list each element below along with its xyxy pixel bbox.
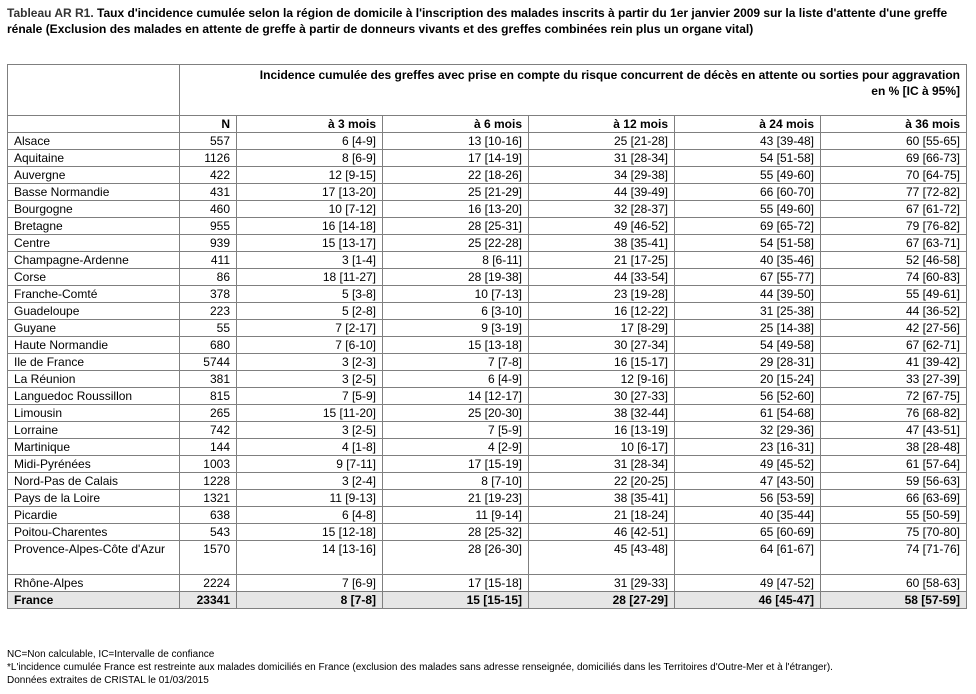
- value-cell-n: 1570: [180, 541, 237, 575]
- value-cell-m6: 7 [5-9]: [383, 422, 529, 439]
- value-cell-m12: 25 [21-28]: [529, 133, 675, 150]
- value-cell-m24: 67 [55-77]: [675, 269, 821, 286]
- value-cell-m3: 4 [1-8]: [237, 439, 383, 456]
- value-cell-m36: 47 [43-51]: [821, 422, 967, 439]
- value-cell-n: 144: [180, 439, 237, 456]
- value-cell-n: 1126: [180, 150, 237, 167]
- value-cell-n: 460: [180, 201, 237, 218]
- column-header-row: [8, 116, 967, 133]
- value-cell-m24: 29 [28-31]: [675, 354, 821, 371]
- value-cell-m24: 64 [61-67]: [675, 541, 821, 575]
- table-row: [8, 388, 967, 405]
- value-cell-m6: 15 [15-15]: [383, 592, 529, 609]
- value-cell-m12: 38 [35-41]: [529, 235, 675, 252]
- value-cell-m24: 40 [35-44]: [675, 507, 821, 524]
- value-cell-m3: 5 [2-8]: [237, 303, 383, 320]
- value-cell-m24: 54 [51-58]: [675, 235, 821, 252]
- region-cell: Auvergne: [8, 167, 180, 184]
- column-header-region: [8, 116, 180, 133]
- table-row: [8, 456, 967, 473]
- value-cell-n: 378: [180, 286, 237, 303]
- table-row: [8, 320, 967, 337]
- value-cell-n: 86: [180, 269, 237, 286]
- table-row: [8, 507, 967, 524]
- value-cell-m3: 7 [2-17]: [237, 320, 383, 337]
- region-cell: Guadeloupe: [8, 303, 180, 320]
- value-cell-m24: 47 [43-50]: [675, 473, 821, 490]
- value-cell-m6: 7 [7-8]: [383, 354, 529, 371]
- value-cell-m12: 10 [6-17]: [529, 439, 675, 456]
- value-cell-m3: 7 [6-10]: [237, 337, 383, 354]
- value-cell-m12: 16 [12-22]: [529, 303, 675, 320]
- value-cell-m24: 49 [47-52]: [675, 575, 821, 592]
- value-cell-m3: 10 [7-12]: [237, 201, 383, 218]
- value-cell-m6: 28 [19-38]: [383, 269, 529, 286]
- table-row: [8, 541, 967, 575]
- value-cell-n: 955: [180, 218, 237, 235]
- value-cell-m12: 38 [35-41]: [529, 490, 675, 507]
- footnote: *L'incidence cumulée France est restreinte aux malades domiciliés en France (exclusion des malades sans adresse renseignée, domiciliés dans les Territoires d'Outre-Mer et à l'étranger).: [7, 662, 833, 673]
- value-cell-m24: 56 [53-59]: [675, 490, 821, 507]
- value-cell-m3: 3 [1-4]: [237, 252, 383, 269]
- region-cell: Aquitaine: [8, 150, 180, 167]
- value-cell-m24: 61 [54-68]: [675, 405, 821, 422]
- value-cell-m24: 56 [52-60]: [675, 388, 821, 405]
- region-cell: Champagne-Ardenne: [8, 252, 180, 269]
- value-cell-n: 1228: [180, 473, 237, 490]
- region-cell: Bretagne: [8, 218, 180, 235]
- value-cell-m6: 8 [7-10]: [383, 473, 529, 490]
- value-cell-n: 422: [180, 167, 237, 184]
- region-cell: Basse Normandie: [8, 184, 180, 201]
- table-row: [8, 490, 967, 507]
- footnotes: [7, 648, 967, 687]
- value-cell-m36: 61 [57-64]: [821, 456, 967, 473]
- value-cell-m36: 76 [68-82]: [821, 405, 967, 422]
- region-cell: Centre: [8, 235, 180, 252]
- value-cell-m6: 11 [9-14]: [383, 507, 529, 524]
- table-row: [8, 150, 967, 167]
- value-cell-m6: 15 [13-18]: [383, 337, 529, 354]
- value-cell-m36: 42 [27-56]: [821, 320, 967, 337]
- value-cell-n: 5744: [180, 354, 237, 371]
- value-cell-m36: 69 [66-73]: [821, 150, 967, 167]
- table-row: [8, 218, 967, 235]
- table-row: [8, 337, 967, 354]
- value-cell-n: 543: [180, 524, 237, 541]
- value-cell-m3: 9 [7-11]: [237, 456, 383, 473]
- footnote: Données extraites de CRISTAL le 01/03/2015: [7, 675, 209, 686]
- value-cell-m12: 49 [46-52]: [529, 218, 675, 235]
- total-row: [8, 592, 967, 609]
- value-cell-m6: 21 [19-23]: [383, 490, 529, 507]
- value-cell-m6: 25 [21-29]: [383, 184, 529, 201]
- region-cell: Lorraine: [8, 422, 180, 439]
- value-cell-m36: 55 [50-59]: [821, 507, 967, 524]
- column-header: à 3 mois: [237, 116, 383, 133]
- value-cell-n: 557: [180, 133, 237, 150]
- value-cell-m36: 33 [27-39]: [821, 371, 967, 388]
- value-cell-m36: 60 [58-63]: [821, 575, 967, 592]
- value-cell-m24: 32 [29-36]: [675, 422, 821, 439]
- value-cell-m36: 55 [49-61]: [821, 286, 967, 303]
- value-cell-m36: 52 [46-58]: [821, 252, 967, 269]
- value-cell-m24: 66 [60-70]: [675, 184, 821, 201]
- table-row: [8, 184, 967, 201]
- value-cell-m3: 3 [2-5]: [237, 371, 383, 388]
- value-cell-m6: 9 [3-19]: [383, 320, 529, 337]
- value-cell-m3: 15 [12-18]: [237, 524, 383, 541]
- group-header-line1: Incidence cumulée des greffes avec prise en compte du risque concurrent de décès en attente ou sorties pour aggravation: [259, 68, 960, 82]
- value-cell-m6: 17 [14-19]: [383, 150, 529, 167]
- value-cell-m24: 65 [60-69]: [675, 524, 821, 541]
- value-cell-m6: 14 [12-17]: [383, 388, 529, 405]
- value-cell-m12: 21 [18-24]: [529, 507, 675, 524]
- table-row: [8, 439, 967, 456]
- value-cell-n: 638: [180, 507, 237, 524]
- value-cell-m12: 30 [27-34]: [529, 337, 675, 354]
- value-cell-m12: 12 [9-16]: [529, 371, 675, 388]
- value-cell-m6: 13 [10-16]: [383, 133, 529, 150]
- incidence-table: [7, 64, 967, 609]
- table-row: [8, 422, 967, 439]
- group-header-line2: en % [IC à 95%]: [871, 84, 960, 98]
- value-cell-m3: 5 [3-8]: [237, 286, 383, 303]
- region-cell: Nord-Pas de Calais: [8, 473, 180, 490]
- region-cell: Limousin: [8, 405, 180, 422]
- value-cell-m6: 25 [22-28]: [383, 235, 529, 252]
- table-row: [8, 269, 967, 286]
- value-cell-m24: 46 [45-47]: [675, 592, 821, 609]
- value-cell-m36: 70 [64-75]: [821, 167, 967, 184]
- group-header-row: [8, 65, 967, 116]
- value-cell-m12: 17 [8-29]: [529, 320, 675, 337]
- value-cell-m6: 28 [25-32]: [383, 524, 529, 541]
- corner-cell: [8, 65, 180, 116]
- region-cell: Midi-Pyrénées: [8, 456, 180, 473]
- value-cell-n: 381: [180, 371, 237, 388]
- value-cell-m3: 6 [4-8]: [237, 507, 383, 524]
- value-cell-m24: 23 [16-31]: [675, 439, 821, 456]
- value-cell-m6: 17 [15-18]: [383, 575, 529, 592]
- value-cell-m6: 10 [7-13]: [383, 286, 529, 303]
- region-cell: Provence-Alpes-Côte d'Azur: [8, 541, 180, 575]
- value-cell-n: 223: [180, 303, 237, 320]
- value-cell-n: 742: [180, 422, 237, 439]
- value-cell-m6: 28 [25-31]: [383, 218, 529, 235]
- value-cell-m36: 75 [70-80]: [821, 524, 967, 541]
- value-cell-m3: 8 [6-9]: [237, 150, 383, 167]
- region-cell: Haute Normandie: [8, 337, 180, 354]
- value-cell-m3: 16 [14-18]: [237, 218, 383, 235]
- value-cell-n: 23341: [180, 592, 237, 609]
- region-cell: Picardie: [8, 507, 180, 524]
- value-cell-m36: 41 [39-42]: [821, 354, 967, 371]
- value-cell-n: 431: [180, 184, 237, 201]
- value-cell-m36: 67 [61-72]: [821, 201, 967, 218]
- region-cell: Martinique: [8, 439, 180, 456]
- value-cell-m36: 79 [76-82]: [821, 218, 967, 235]
- value-cell-m6: 25 [20-30]: [383, 405, 529, 422]
- value-cell-m3: 11 [9-13]: [237, 490, 383, 507]
- region-cell: Alsace: [8, 133, 180, 150]
- region-cell: Languedoc Roussillon: [8, 388, 180, 405]
- value-cell-n: 411: [180, 252, 237, 269]
- group-header: [180, 65, 967, 116]
- caption-lead: Tableau AR R1.: [7, 6, 94, 20]
- region-cell: Rhône-Alpes: [8, 575, 180, 592]
- value-cell-m3: 14 [13-16]: [237, 541, 383, 575]
- region-cell: Pays de la Loire: [8, 490, 180, 507]
- value-cell-m3: 7 [6-9]: [237, 575, 383, 592]
- table-row: [8, 133, 967, 150]
- value-cell-m3: 17 [13-20]: [237, 184, 383, 201]
- value-cell-n: 2224: [180, 575, 237, 592]
- table-row: [8, 371, 967, 388]
- table-row: [8, 405, 967, 422]
- region-cell: Poitou-Charentes: [8, 524, 180, 541]
- value-cell-m12: 16 [15-17]: [529, 354, 675, 371]
- value-cell-m6: 4 [2-9]: [383, 439, 529, 456]
- table-row: [8, 473, 967, 490]
- value-cell-m3: 3 [2-5]: [237, 422, 383, 439]
- value-cell-m6: 6 [3-10]: [383, 303, 529, 320]
- region-cell: Franche-Comté: [8, 286, 180, 303]
- value-cell-m36: 58 [57-59]: [821, 592, 967, 609]
- table-caption: [7, 5, 967, 37]
- value-cell-m3: 15 [13-17]: [237, 235, 383, 252]
- value-cell-m24: 43 [39-48]: [675, 133, 821, 150]
- value-cell-m6: 17 [15-19]: [383, 456, 529, 473]
- column-header: à 24 mois: [675, 116, 821, 133]
- table-row: [8, 286, 967, 303]
- footnote: NC=Non calculable, IC=Intervalle de confiance: [7, 649, 215, 660]
- value-cell-m36: 60 [55-65]: [821, 133, 967, 150]
- value-cell-m36: 72 [67-75]: [821, 388, 967, 405]
- value-cell-m6: 22 [18-26]: [383, 167, 529, 184]
- region-cell: La Réunion: [8, 371, 180, 388]
- value-cell-m36: 74 [71-76]: [821, 541, 967, 575]
- value-cell-m24: 25 [14-38]: [675, 320, 821, 337]
- value-cell-n: 1003: [180, 456, 237, 473]
- value-cell-m12: 16 [13-19]: [529, 422, 675, 439]
- column-header: à 36 mois: [821, 116, 967, 133]
- value-cell-m36: 59 [56-63]: [821, 473, 967, 490]
- table-row: [8, 235, 967, 252]
- value-cell-m6: 16 [13-20]: [383, 201, 529, 218]
- value-cell-n: 939: [180, 235, 237, 252]
- region-cell: Bourgogne: [8, 201, 180, 218]
- value-cell-m3: 6 [4-9]: [237, 133, 383, 150]
- value-cell-m12: 21 [17-25]: [529, 252, 675, 269]
- value-cell-n: 55: [180, 320, 237, 337]
- value-cell-m6: 6 [4-9]: [383, 371, 529, 388]
- value-cell-m36: 67 [63-71]: [821, 235, 967, 252]
- value-cell-m12: 31 [28-34]: [529, 456, 675, 473]
- value-cell-m24: 44 [39-50]: [675, 286, 821, 303]
- value-cell-n: 680: [180, 337, 237, 354]
- table-row: [8, 354, 967, 371]
- value-cell-m3: 7 [5-9]: [237, 388, 383, 405]
- value-cell-m12: 22 [20-25]: [529, 473, 675, 490]
- table-row: [8, 575, 967, 592]
- caption-text: Taux d'incidence cumulée selon la région de domicile à l'inscription des malades inscrits à partir du 1er janvier 2009 sur la liste d'attente d'une greffe rénale (Exclusion des malades en attente de greffe à partir de donneurs vivants et des greffes combinées rein plus un organe vital): [7, 6, 948, 36]
- table-row: [8, 303, 967, 320]
- value-cell-m12: 31 [29-33]: [529, 575, 675, 592]
- value-cell-m36: 74 [60-83]: [821, 269, 967, 286]
- value-cell-m12: 45 [43-48]: [529, 541, 675, 575]
- region-cell: France: [8, 592, 180, 609]
- value-cell-m12: 34 [29-38]: [529, 167, 675, 184]
- value-cell-n: 265: [180, 405, 237, 422]
- value-cell-m3: 18 [11-27]: [237, 269, 383, 286]
- value-cell-m24: 54 [51-58]: [675, 150, 821, 167]
- value-cell-n: 815: [180, 388, 237, 405]
- value-cell-m3: 3 [2-3]: [237, 354, 383, 371]
- value-cell-m6: 8 [6-11]: [383, 252, 529, 269]
- value-cell-m3: 12 [9-15]: [237, 167, 383, 184]
- table-row: [8, 252, 967, 269]
- value-cell-m12: 32 [28-37]: [529, 201, 675, 218]
- table-row: [8, 167, 967, 184]
- table-row: [8, 524, 967, 541]
- value-cell-m24: 54 [49-58]: [675, 337, 821, 354]
- value-cell-m24: 69 [65-72]: [675, 218, 821, 235]
- value-cell-n: 1321: [180, 490, 237, 507]
- value-cell-m12: 28 [27-29]: [529, 592, 675, 609]
- value-cell-m24: 49 [45-52]: [675, 456, 821, 473]
- table-row: [8, 201, 967, 218]
- value-cell-m12: 44 [39-49]: [529, 184, 675, 201]
- value-cell-m12: 46 [42-51]: [529, 524, 675, 541]
- value-cell-m6: 28 [26-30]: [383, 541, 529, 575]
- value-cell-m36: 44 [36-52]: [821, 303, 967, 320]
- region-cell: Guyane: [8, 320, 180, 337]
- value-cell-m36: 38 [28-48]: [821, 439, 967, 456]
- column-header: à 6 mois: [383, 116, 529, 133]
- column-header: N: [180, 116, 237, 133]
- value-cell-m12: 23 [19-28]: [529, 286, 675, 303]
- value-cell-m3: 15 [11-20]: [237, 405, 383, 422]
- value-cell-m12: 38 [32-44]: [529, 405, 675, 422]
- value-cell-m36: 77 [72-82]: [821, 184, 967, 201]
- region-cell: Corse: [8, 269, 180, 286]
- value-cell-m12: 44 [33-54]: [529, 269, 675, 286]
- value-cell-m36: 66 [63-69]: [821, 490, 967, 507]
- column-header: à 12 mois: [529, 116, 675, 133]
- value-cell-m24: 40 [35-46]: [675, 252, 821, 269]
- value-cell-m24: 55 [49-60]: [675, 167, 821, 184]
- region-cell: Ile de France: [8, 354, 180, 371]
- value-cell-m24: 55 [49-60]: [675, 201, 821, 218]
- value-cell-m3: 3 [2-4]: [237, 473, 383, 490]
- value-cell-m36: 67 [62-71]: [821, 337, 967, 354]
- value-cell-m12: 31 [28-34]: [529, 150, 675, 167]
- value-cell-m24: 31 [25-38]: [675, 303, 821, 320]
- value-cell-m24: 20 [15-24]: [675, 371, 821, 388]
- value-cell-m12: 30 [27-33]: [529, 388, 675, 405]
- value-cell-m3: 8 [7-8]: [237, 592, 383, 609]
